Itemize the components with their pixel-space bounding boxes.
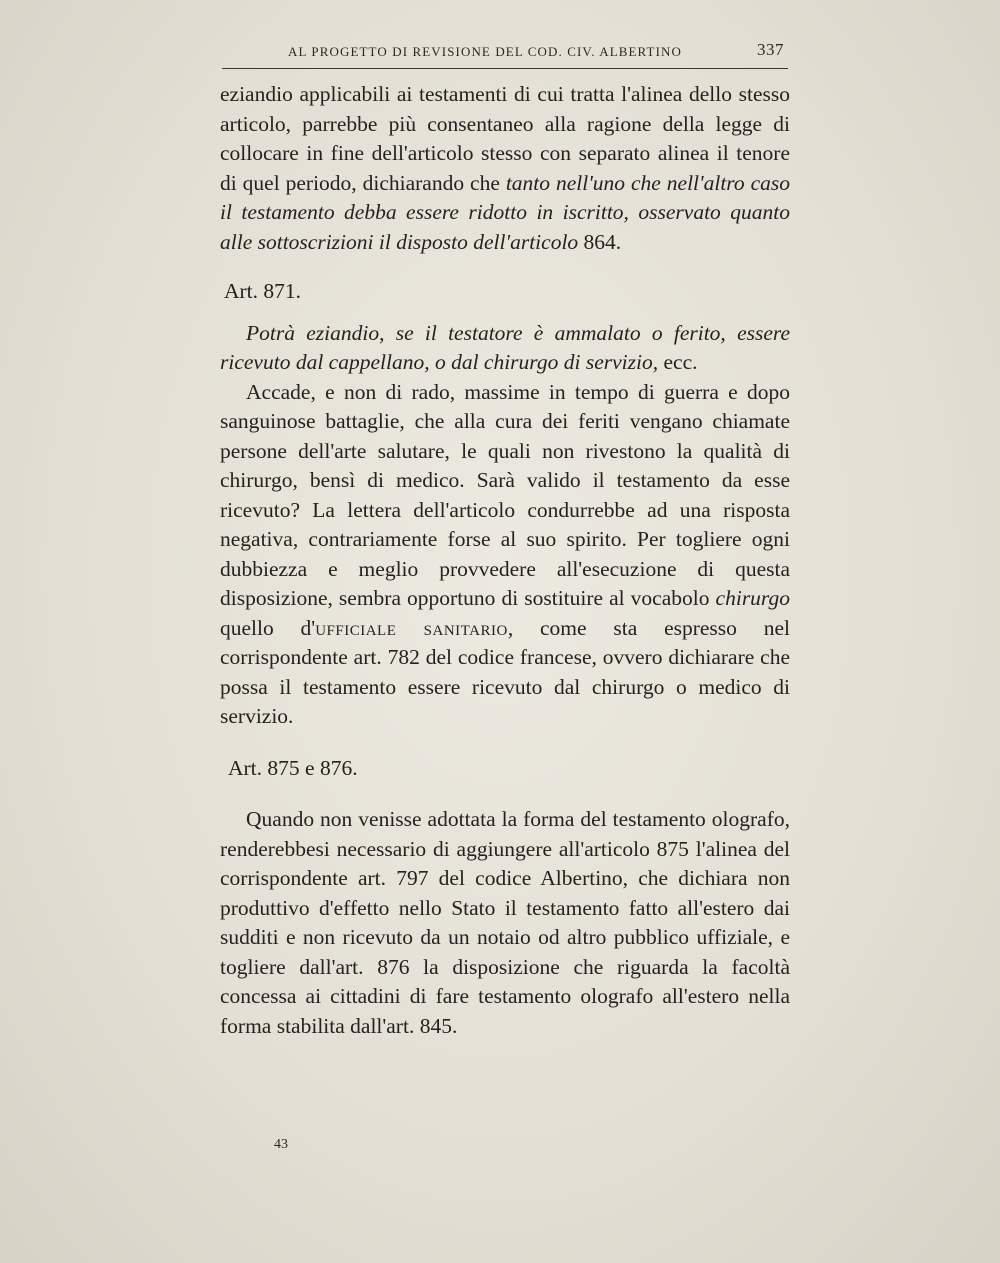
page-number: 337 <box>757 40 784 59</box>
paragraph-text: eziandio applicabili ai testamenti di cui tratta l'alinea dello stesso articolo, parrebbe più consentaneo alla ragione della legge di collocare in fine dell'articolo stesso con separato alinea il tenore di quel periodo, dichiarando che <box>220 82 790 195</box>
paragraph-text: Accade, e non di rado, massime in tempo di guerra e dopo sanguinose battaglie, che alla cura dei feriti vengano chiamate persone dell'arte salutare, le quali non rivestono la qualità di chirurgo, bensì di medico. Sarà valido il testamento da esse ricevuto? La lettera dell'articolo condurrebbe ad una risposta negativa, contrariamente forse al suo spirito. Per togliere ogni dubbiezza e meglio provvedere all'esecuzione di questa disposizione, sembra opportuno di sostituire al vocabolo <box>220 379 790 610</box>
italic-quote: Potrà eziandio, se il testatore è ammalato o ferito, essere ricevuto dal cappellano, o dal chirurgo di servizio, <box>220 320 790 374</box>
article-heading-871: Art. 871. <box>224 279 302 303</box>
paragraph-text: quello d' <box>220 615 316 640</box>
article-quote <box>220 319 790 378</box>
signature-mark: 43 <box>274 1137 288 1152</box>
paragraph-text: ecc. <box>658 350 698 374</box>
running-title: AL PROGETTO DI REVISIONE DEL COD. CIV. ALBERTINO <box>288 44 682 59</box>
italic-quote: tanto nell'uno che nell'altro caso il testamento debba essere ridotto in iscritto, osservato quanto alle sottoscrizioni il disposto dell'articolo <box>220 170 790 254</box>
commentary-paragraph: Quando non venisse adottata la forma del testamento olografo, renderebbesi necessario di aggiungere all'articolo 875 l'alinea del corrispondente art. 797 del codice Albertino, che dichiara non produttivo d'effetto nello Stato il testamento fatto all'estero dai sudditi e non ricevuto da un notaio od altro pubblico uffiziale, e togliere dall'art. 876 la disposizione che riguarda la facoltà concessa ai cittadini di fare testamento olografo all'estero nella forma stabilita dall'art. 845. <box>220 807 790 1038</box>
header-rule <box>222 68 788 69</box>
paragraph-text: 864. <box>578 229 622 254</box>
paragraph-continuation <box>220 80 790 257</box>
italic-term: chirurgo <box>715 586 790 610</box>
commentary-paragraph <box>220 378 790 732</box>
small-caps-term: ufficiale sanitario <box>315 615 508 640</box>
body-text <box>220 80 790 1041</box>
article-heading-875-876: Art. 875 e 876. <box>228 755 358 780</box>
paragraph-text: , come sta espresso nel corrispondente art. 782 del codice francese, ovvero dichiarare che possa il testamento essere ricevuto dal chirurgo o medico di servizio. <box>220 615 790 728</box>
